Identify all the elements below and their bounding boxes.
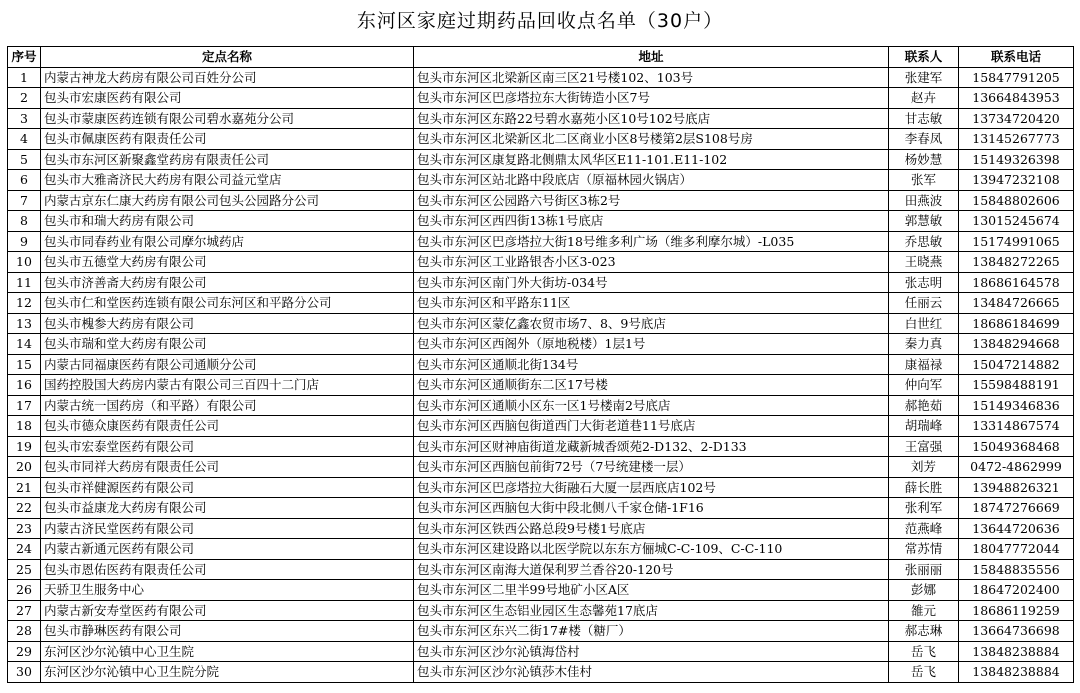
cell-name: 东河区沙尔沁镇中心卫生院分院 <box>41 662 414 683</box>
table-row <box>8 67 1074 88</box>
cell-contact: 王富强 <box>889 436 959 457</box>
header-phone: 联系电话 <box>959 47 1074 68</box>
cell-phone: 18047772044 <box>959 539 1074 560</box>
cell-name: 内蒙古新安寿堂医药有限公司 <box>41 600 414 621</box>
cell-address: 包头市东河区南门外大街坊-034号 <box>414 272 889 293</box>
cell-phone: 15848835556 <box>959 559 1074 580</box>
cell-name: 包头市宏康医药有限公司 <box>41 88 414 109</box>
cell-index: 28 <box>8 621 41 642</box>
table-row <box>8 580 1074 601</box>
cell-phone: 18647202400 <box>959 580 1074 601</box>
cell-index: 7 <box>8 190 41 211</box>
cell-address: 包头市东河区沙尔沁镇海岱村 <box>414 641 889 662</box>
cell-address: 包头市东河区工业路银杏小区3-023 <box>414 252 889 273</box>
cell-name: 包头市静琳医药有限公司 <box>41 621 414 642</box>
cell-address: 包头市东河区康复路北侧鼎太风华区E11-101.E11-102 <box>414 149 889 170</box>
cell-name: 内蒙古同福康医药有限公司通顺分公司 <box>41 354 414 375</box>
cell-contact: 任丽云 <box>889 293 959 314</box>
cell-address: 包头市东河区建设路以北医学院以东东方俪城C-C-109、C-C-110 <box>414 539 889 560</box>
cell-contact: 秦力真 <box>889 334 959 355</box>
cell-address: 包头市东河区通顺小区东一区1号楼南2号底店 <box>414 395 889 416</box>
cell-contact: 王晓燕 <box>889 252 959 273</box>
cell-index: 18 <box>8 416 41 437</box>
cell-contact: 甘志敏 <box>889 108 959 129</box>
cell-name: 包头市济善斋大药房有限公司 <box>41 272 414 293</box>
cell-name: 包头市大雅斋济民大药房有限公司益元堂店 <box>41 170 414 191</box>
table-row <box>8 252 1074 273</box>
cell-contact: 张利军 <box>889 498 959 519</box>
table-row <box>8 190 1074 211</box>
cell-address: 包头市东河区巴彦塔拉大街18号维多利广场（维多利摩尔城）-L035 <box>414 231 889 252</box>
cell-contact: 张丽丽 <box>889 559 959 580</box>
cell-phone: 13848238884 <box>959 662 1074 683</box>
cell-contact: 田燕波 <box>889 190 959 211</box>
cell-phone: 13734720420 <box>959 108 1074 129</box>
header-name: 定点名称 <box>41 47 414 68</box>
cell-index: 23 <box>8 518 41 539</box>
cell-phone: 13848294668 <box>959 334 1074 355</box>
cell-address: 包头市东河区西四街13栋1号底店 <box>414 211 889 232</box>
cell-index: 16 <box>8 375 41 396</box>
cell-address: 包头市东河区北梁新区南三区21号楼102、103号 <box>414 67 889 88</box>
cell-contact: 张军 <box>889 170 959 191</box>
cell-phone: 13145267773 <box>959 129 1074 150</box>
cell-phone: 18686164578 <box>959 272 1074 293</box>
cell-index: 30 <box>8 662 41 683</box>
cell-address: 包头市东河区二里半99号地矿小区A区 <box>414 580 889 601</box>
cell-name: 包头市瑞和堂大药房有限公司 <box>41 334 414 355</box>
cell-phone: 13947232108 <box>959 170 1074 191</box>
cell-phone: 15847791205 <box>959 67 1074 88</box>
cell-contact: 张建军 <box>889 67 959 88</box>
cell-address: 包头市东河区沙尔沁镇莎木佳村 <box>414 662 889 683</box>
cell-address: 包头市东河区财神庙街道龙藏新城香颂苑2-D132、2-D133 <box>414 436 889 457</box>
cell-name: 内蒙古神龙大药房有限公司百姓分公司 <box>41 67 414 88</box>
table-row <box>8 375 1074 396</box>
cell-contact: 赵卉 <box>889 88 959 109</box>
cell-address: 包头市东河区铁西公路总段9号楼1号底店 <box>414 518 889 539</box>
table-row <box>8 129 1074 150</box>
cell-contact: 李春凤 <box>889 129 959 150</box>
cell-address: 包头市东河区西脑包大街中段北侧八千家仓储-1F16 <box>414 498 889 519</box>
table-row <box>8 477 1074 498</box>
cell-index: 19 <box>8 436 41 457</box>
cell-name: 国药控股国大药房内蒙古有限公司三百四十二门店 <box>41 375 414 396</box>
table-row <box>8 457 1074 478</box>
cell-name: 内蒙古统一国药房（和平路）有限公司 <box>41 395 414 416</box>
cell-name: 包头市东河区新聚鑫堂药房有限责任公司 <box>41 149 414 170</box>
cell-contact: 郝艳茹 <box>889 395 959 416</box>
cell-phone: 13314867574 <box>959 416 1074 437</box>
cell-phone: 18686184699 <box>959 313 1074 334</box>
cell-address: 包头市东河区通顺街东二区17号楼 <box>414 375 889 396</box>
cell-contact: 刘芳 <box>889 457 959 478</box>
cell-phone: 15174991065 <box>959 231 1074 252</box>
cell-name: 包头市槐参大药房有限公司 <box>41 313 414 334</box>
cell-name: 包头市宏泰堂医药有限公司 <box>41 436 414 457</box>
cell-index: 14 <box>8 334 41 355</box>
header-contact: 联系人 <box>889 47 959 68</box>
cell-address: 包头市东河区公园路六号街区3栋2号 <box>414 190 889 211</box>
cell-contact: 张志明 <box>889 272 959 293</box>
cell-index: 25 <box>8 559 41 580</box>
cell-address: 包头市东河区蒙亿鑫农贸市场7、8、9号底店 <box>414 313 889 334</box>
cell-address: 包头市东河区站北路中段底店（原福林园火锅店） <box>414 170 889 191</box>
table-row <box>8 662 1074 683</box>
table-row <box>8 641 1074 662</box>
cell-contact: 薛长胜 <box>889 477 959 498</box>
cell-index: 15 <box>8 354 41 375</box>
cell-index: 22 <box>8 498 41 519</box>
cell-address: 包头市东河区生态铝业园区生态馨苑17底店 <box>414 600 889 621</box>
table-row <box>8 293 1074 314</box>
table-row <box>8 313 1074 334</box>
cell-address: 包头市东河区巴彦塔拉大街融石大厦一层西底店102号 <box>414 477 889 498</box>
table-row <box>8 498 1074 519</box>
cell-contact: 范燕峰 <box>889 518 959 539</box>
table-row <box>8 334 1074 355</box>
table-row <box>8 149 1074 170</box>
cell-contact: 乔思敏 <box>889 231 959 252</box>
cell-index: 13 <box>8 313 41 334</box>
document-title: 东河区家庭过期药品回收点名单（30户） <box>356 10 724 32</box>
cell-index: 27 <box>8 600 41 621</box>
table-row <box>8 88 1074 109</box>
table-body <box>8 67 1074 682</box>
table-row <box>8 416 1074 437</box>
cell-name: 包头市和瑞大药房有限公司 <box>41 211 414 232</box>
cell-contact: 康福禄 <box>889 354 959 375</box>
cell-contact: 彭娜 <box>889 580 959 601</box>
table-row <box>8 231 1074 252</box>
cell-name: 内蒙古济民堂医药有限公司 <box>41 518 414 539</box>
header-address: 地址 <box>414 47 889 68</box>
cell-index: 17 <box>8 395 41 416</box>
cell-phone: 13664736698 <box>959 621 1074 642</box>
table-row <box>8 539 1074 560</box>
table-row <box>8 272 1074 293</box>
cell-name: 包头市德众康医药有限责任公司 <box>41 416 414 437</box>
cell-name: 包头市佩康医药有限责任公司 <box>41 129 414 150</box>
cell-phone: 15848802606 <box>959 190 1074 211</box>
cell-index: 2 <box>8 88 41 109</box>
cell-contact: 雒元 <box>889 600 959 621</box>
table-row <box>8 559 1074 580</box>
cell-index: 8 <box>8 211 41 232</box>
cell-name: 包头市同春药业有限公司摩尔城药店 <box>41 231 414 252</box>
cell-name: 内蒙古京东仁康大药房有限公司包头公园路分公司 <box>41 190 414 211</box>
table-row <box>8 354 1074 375</box>
cell-address: 包头市东河区东路22号碧水嘉苑小区10号102号底店 <box>414 108 889 129</box>
cell-index: 1 <box>8 67 41 88</box>
recycling-points-table <box>7 46 1074 683</box>
table-row <box>8 108 1074 129</box>
cell-phone: 15149326398 <box>959 149 1074 170</box>
cell-address: 包头市东河区西脑包前街72号（7号统建楼一层） <box>414 457 889 478</box>
cell-index: 4 <box>8 129 41 150</box>
cell-index: 20 <box>8 457 41 478</box>
cell-address: 包头市东河区西阁外（原地税楼）1层1号 <box>414 334 889 355</box>
cell-contact: 岳飞 <box>889 662 959 683</box>
cell-phone: 15049368468 <box>959 436 1074 457</box>
cell-name: 包头市同祥大药房有限责任公司 <box>41 457 414 478</box>
cell-address: 包头市东河区东兴二街17#楼（糖厂） <box>414 621 889 642</box>
cell-index: 29 <box>8 641 41 662</box>
table-row <box>8 600 1074 621</box>
cell-contact: 仲向军 <box>889 375 959 396</box>
cell-phone: 13848238884 <box>959 641 1074 662</box>
cell-phone: 13015245674 <box>959 211 1074 232</box>
table-row <box>8 211 1074 232</box>
cell-address: 包头市东河区南海大道保利罗兰香谷20-120号 <box>414 559 889 580</box>
cell-phone: 13644720636 <box>959 518 1074 539</box>
cell-name: 东河区沙尔沁镇中心卫生院 <box>41 641 414 662</box>
cell-contact: 白世红 <box>889 313 959 334</box>
table-row <box>8 621 1074 642</box>
cell-name: 包头市益康龙大药房有限公司 <box>41 498 414 519</box>
cell-phone: 15149346836 <box>959 395 1074 416</box>
cell-contact: 岳飞 <box>889 641 959 662</box>
cell-index: 6 <box>8 170 41 191</box>
cell-name: 天骄卫生服务中心 <box>41 580 414 601</box>
cell-index: 26 <box>8 580 41 601</box>
cell-phone: 15047214882 <box>959 354 1074 375</box>
cell-index: 10 <box>8 252 41 273</box>
cell-phone: 13848272265 <box>959 252 1074 273</box>
table-row <box>8 518 1074 539</box>
table-row <box>8 170 1074 191</box>
cell-name: 包头市五德堂大药房有限公司 <box>41 252 414 273</box>
cell-contact: 郭慧敏 <box>889 211 959 232</box>
cell-index: 9 <box>8 231 41 252</box>
cell-phone: 0472-4862999 <box>959 457 1074 478</box>
table-header-row <box>8 47 1074 68</box>
cell-phone: 13484726665 <box>959 293 1074 314</box>
cell-index: 3 <box>8 108 41 129</box>
cell-address: 包头市东河区通顺北街134号 <box>414 354 889 375</box>
cell-phone: 13948826321 <box>959 477 1074 498</box>
cell-phone: 15598488191 <box>959 375 1074 396</box>
cell-address: 包头市东河区北梁新区北二区商业小区8号楼第2层S108号房 <box>414 129 889 150</box>
cell-contact: 胡瑞峰 <box>889 416 959 437</box>
cell-address: 包头市东河区和平路东11区 <box>414 293 889 314</box>
cell-name: 包头市蒙康医药连锁有限公司碧水嘉苑分公司 <box>41 108 414 129</box>
cell-phone: 13664843953 <box>959 88 1074 109</box>
header-index: 序号 <box>8 47 41 68</box>
cell-index: 21 <box>8 477 41 498</box>
cell-index: 5 <box>8 149 41 170</box>
cell-contact: 常苏情 <box>889 539 959 560</box>
cell-name: 包头市仁和堂医药连锁有限公司东河区和平路分公司 <box>41 293 414 314</box>
cell-phone: 18686119259 <box>959 600 1074 621</box>
cell-phone: 18747276669 <box>959 498 1074 519</box>
cell-name: 包头市恩佑医药有限责任公司 <box>41 559 414 580</box>
cell-name: 包头市祥健源医药有限公司 <box>41 477 414 498</box>
cell-index: 24 <box>8 539 41 560</box>
cell-index: 11 <box>8 272 41 293</box>
cell-contact: 杨妙慧 <box>889 149 959 170</box>
cell-name: 内蒙古新通元医药有限公司 <box>41 539 414 560</box>
table-row <box>8 436 1074 457</box>
cell-address: 包头市东河区巴彦塔拉东大街铸造小区7号 <box>414 88 889 109</box>
cell-address: 包头市东河区西脑包街道西门大街老道巷11号底店 <box>414 416 889 437</box>
table-row <box>8 395 1074 416</box>
cell-contact: 郝志琳 <box>889 621 959 642</box>
cell-index: 12 <box>8 293 41 314</box>
